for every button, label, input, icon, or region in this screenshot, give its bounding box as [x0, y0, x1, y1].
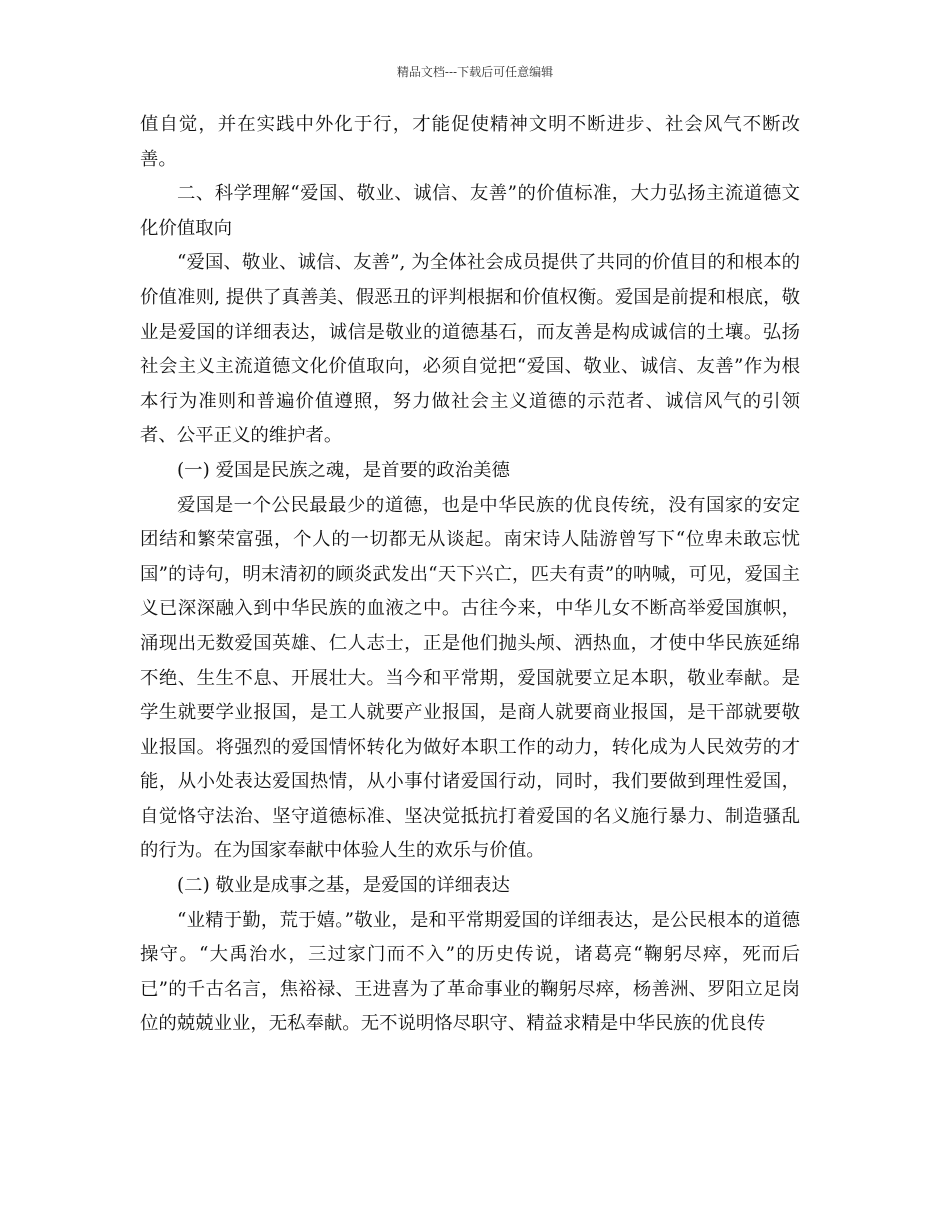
- paragraph-continuation: 值自觉，并在实践中外化于行，才能促使精神文明不断进步、社会风气不断改善。: [140, 114, 800, 170]
- document-body: [140, 108, 800, 1042]
- paragraph-dedication: “业精于勤，荒于嬉。”敬业，是和平常期爱国的详细表达，是公民根本的道德操守。“大禹治水，三过家门而不入”的历史传说，诸葛亮“鞠躬尽瘁，死而后已”的千古名言，焦裕禄、王进喜为了革命事业的鞠躬尽瘁，杨善洲、罗阳立足岗位的兢兢业业，无私奉献。无不说明恪尽职守、精益求精是中华民族的优良传: [140, 909, 800, 1035]
- paragraph-patriotism: 爱国是一个公民最最少的道德，也是中华民族的优良传统，没有国家的安定团结和繁荣富强，个人的一切都无从谈起。南宋诗人陆游曾写下“位卑未敢忘忧国”的诗句，明末清初的顾炎武发出“天下兴亡，匹夫有责”的呐喊，可见，爱国主义已深深融入到中华民族的血液之中。古往今来，中华儿女不断高举爱国旗帜，涌现出无数爱国英雄、仁人志士，正是他们抛头颅、洒热血，才使中华民族延绵不绝、生生不息、开展壮大。当今和平常期，爱国就要立足本职，敬业奉献。是学生就要学业报国，是工人就要产业报国，是商人就要商业报国，是干部就要敬业报国。将强烈的爱国情怀转化为做好本职工作的动力，转化成为人民效劳的才能，从小处表达爱国热情，从小事付诸爱国行动，同时，我们要做到理性爱国，自觉恪守法治、坚守道德标准、坚决觉抵抗打着爱国的名义施行暴力、制造骚乱的行为。在为国家奉献中体验人生的欢乐与价值。: [140, 494, 800, 862]
- page-header: 精品文档---下载后可任意编辑: [396, 65, 554, 79]
- subheading-dedication: (二) 敬业是成事之基，是爱国的详细表达: [177, 875, 510, 897]
- paragraph-values: “爱国、敬业、诚信、友善”, 为全体社会成员提供了共同的价值目的和根本的价值准则, 提供了真善美、假恶丑的评判根据和价值权衡。爱国是前提和根底，敬业是爱国的详细表达，诚信是敬业的道德基石，而友善是构成诚信的土壤。弘扬社会主义主流道德文化价值取向，必须自觉把“爱国、敬业、诚信、友善”作为根本行为准则和普遍价值遵照，努力做社会主义道德的示范者、诚信风气的引领者、公平正义的维护者。: [140, 252, 800, 447]
- subheading-patriotism: (一) 爱国是民族之魂，是首要的政治美德: [177, 459, 510, 481]
- section-heading-two: 二、科学理解“爱国、敬业、诚信、友善”的价值标准，大力弘扬主流道德文化价值取向: [140, 183, 800, 239]
